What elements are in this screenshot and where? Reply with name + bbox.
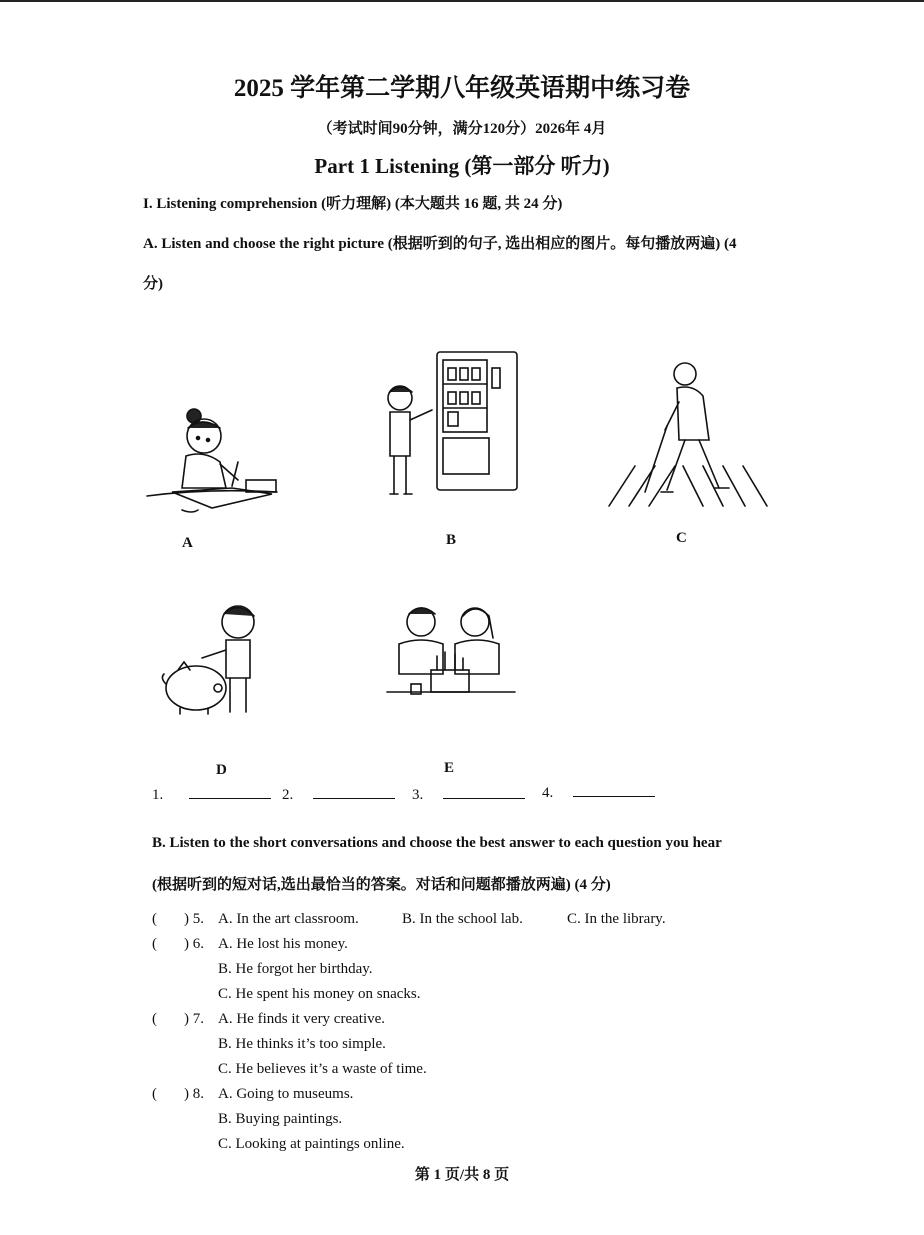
vending-machine-icon	[380, 348, 525, 503]
blank-line[interactable]	[189, 797, 271, 799]
section-heading: I. Listening comprehension (听力理解) (本大题共 16 题, 共 24 分)	[143, 196, 563, 212]
piggy-bank-icon	[158, 600, 268, 720]
q5-option-b: B. In the school lab.	[402, 911, 523, 927]
blank-line[interactable]	[313, 797, 395, 799]
section-b-instruction-cont: (根据听到的短对话,选出最恰当的答案。对话和问题都播放两遍) (4 分)	[152, 877, 611, 893]
q6-option-c: C. He spent his money on snacks.	[218, 986, 421, 1002]
q8-option-c: C. Looking at paintings online.	[218, 1136, 405, 1152]
q7-option-b: B. He thinks it’s too simple.	[218, 1036, 386, 1052]
blank-line[interactable]	[443, 797, 525, 799]
old-man-crossing-icon	[605, 356, 775, 514]
blank-line[interactable]	[573, 795, 655, 797]
section-b-instruction: B. Listen to the short conversations and choose the best answer to each question you hear	[152, 835, 722, 851]
top-border	[0, 0, 924, 2]
part-heading: Part 1 Listening (第一部分 听力)	[314, 154, 610, 178]
answer-paren-8[interactable]: (	[152, 1086, 157, 1102]
picture-label-e: E	[444, 760, 455, 776]
q6-option-a: A. He lost his money.	[218, 936, 348, 952]
girl-drawing-icon	[142, 400, 282, 525]
picture-label-c: C	[676, 530, 687, 546]
answer-blank-1[interactable]: 1.	[152, 787, 271, 804]
q6-option-b: B. He forgot her birthday.	[218, 961, 373, 977]
q8-option-a: A. Going to museums.	[218, 1086, 354, 1102]
answer-blank-4[interactable]: 4.	[542, 785, 655, 802]
q7-option-a: A. He finds it very creative.	[218, 1011, 386, 1027]
page-footer: 第 1 页/共 8 页	[414, 1167, 510, 1183]
q7-option-c: C. He believes it’s a waste of time.	[218, 1061, 427, 1077]
picture-label-d: D	[216, 762, 227, 778]
question-number-7: ) 7.	[184, 1011, 204, 1027]
picture-label-a: A	[182, 535, 193, 551]
q5-option-c: C. In the library.	[567, 911, 666, 927]
answer-blank-3[interactable]: 3.	[412, 787, 525, 804]
exam-info: （考试时间90分钟，满分120分）2026年 4月	[317, 121, 607, 137]
answer-paren-7[interactable]: (	[152, 1011, 157, 1027]
q5-option-a: A. In the art classroom.	[218, 911, 359, 927]
picture-label-b: B	[446, 532, 457, 548]
question-number-6: ) 6.	[184, 936, 204, 952]
question-number-8: ) 8.	[184, 1086, 204, 1102]
q8-option-b: B. Buying paintings.	[218, 1111, 343, 1127]
section-a-instruction-cont: 分)	[143, 276, 163, 292]
answer-paren-5[interactable]: (	[152, 911, 157, 927]
section-a-instruction: A. Listen and choose the right picture (根据听到的句子, 选出相应的图片。每句播放两遍) (4	[143, 236, 737, 252]
page-title: 2025 学年第二学期八年级英语期中练习卷	[233, 75, 691, 102]
science-experiment-icon	[385, 600, 517, 708]
answer-blank-2[interactable]: 2.	[282, 787, 395, 804]
question-number-5: ) 5.	[184, 911, 204, 927]
answer-paren-6[interactable]: (	[152, 936, 157, 952]
